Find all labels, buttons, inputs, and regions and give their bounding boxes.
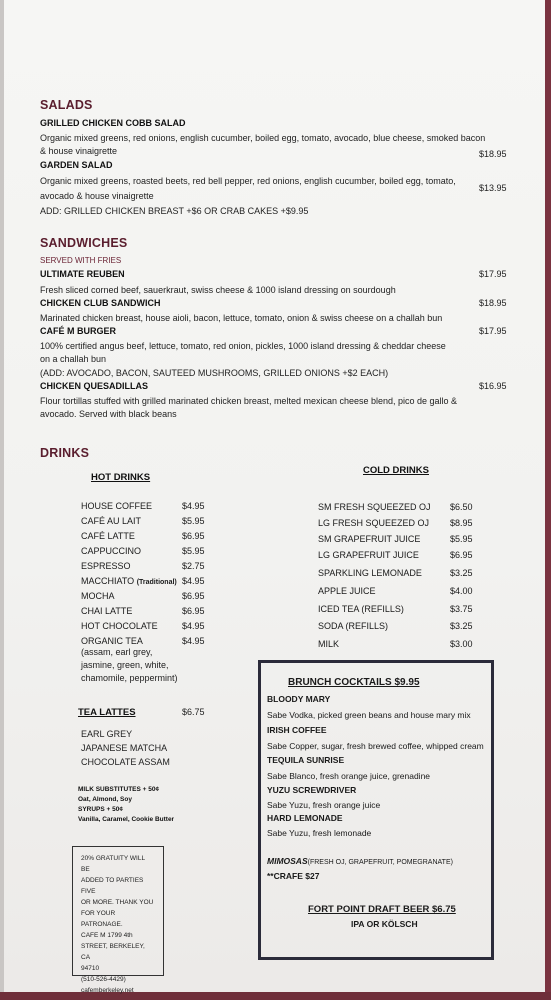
milk-options: Oat, Almond, Soy xyxy=(78,796,132,803)
cocktail-desc: Sabe Blanco, fresh orange juice, grenadine xyxy=(267,771,431,781)
item-desc: avocado & house vinaigrette xyxy=(40,191,154,201)
item-desc: & house vinaigrette xyxy=(40,146,118,156)
tea-lattes-heading: TEA LATTES xyxy=(78,707,136,718)
burger-add-ons: (ADD: AVOCADO, BACON, SAUTEED MUSHROOMS, GRILLED ONIONS +$2 EACH) xyxy=(40,368,389,378)
drink-name: ICED TEA (REFILLS) xyxy=(318,604,404,614)
item-desc: 100% certified angus beef, lettuce, tomato, red onion, pickles, 1000 island dressing & cheddar cheese xyxy=(40,341,446,351)
cold-drinks-heading: COLD DRINKS xyxy=(363,465,429,476)
drink-name: SODA (REFILLS) xyxy=(318,621,389,631)
item-price: $13.95 xyxy=(479,183,507,193)
drink-price: $5.95 xyxy=(182,516,205,526)
website: cafemberkeley.net xyxy=(81,987,134,994)
item-desc: Marinated chicken breast, house aioli, bacon, lettuce, tomato, onion & swiss cheese on a challah bun xyxy=(40,313,443,323)
item-desc: Flour tortillas stuffed with grilled marinated chicken breast, melted mexican cheese blend, pico de gallo & xyxy=(40,396,458,406)
item-price: $18.95 xyxy=(479,149,507,159)
cocktail-desc: Sabe Yuzu, fresh orange juice xyxy=(267,800,381,810)
tea-detail: (assam, earl grey, xyxy=(81,647,153,657)
drink-name: CAFÉ LATTE xyxy=(81,531,135,541)
item-desc: on a challah bun xyxy=(40,354,107,364)
gratuity-line: ADDED TO PARTIES FIVE xyxy=(81,877,144,895)
section-title-sandwiches: SANDWICHES xyxy=(40,236,128,250)
cocktail-name: TEQUILA SUNRISE xyxy=(267,755,345,765)
brunch-cocktails-box xyxy=(258,660,494,960)
drink-name: HOT CHOCOLATE xyxy=(81,621,158,631)
item-desc: avocado. Served with black beans xyxy=(40,409,177,419)
drink-name: APPLE JUICE xyxy=(318,586,376,596)
address-line: STREET, BERKELEY, CA xyxy=(81,943,145,961)
item-name: GRILLED CHICKEN COBB SALAD xyxy=(40,118,186,128)
drink-name: SM GRAPEFRUIT JUICE xyxy=(318,534,421,544)
section-title-drinks: DRINKS xyxy=(40,446,90,460)
mimosas-note: (FRESH OJ, GRAPEFRUIT, POMEGRANATE) xyxy=(307,859,453,866)
address-line: 94710 xyxy=(81,965,100,972)
item-desc: Organic mixed greens, red onions, english cucumber, boiled egg, tomato, avocado, blue cheese, smoked bacon xyxy=(40,133,486,143)
drink-price: $6.95 xyxy=(182,531,205,541)
address-line: CAFE M 1799 4th xyxy=(81,932,133,939)
drink-price: $4.95 xyxy=(182,501,205,511)
tea-latte-item: CHOCOLATE ASSAM xyxy=(81,757,170,767)
drink-name: ESPRESSO xyxy=(81,561,131,571)
tea-detail: jasmine, green, white, xyxy=(81,660,169,670)
tea-latte-item: JAPANESE MATCHA xyxy=(81,743,168,753)
cocktail-name: HARD LEMONADE xyxy=(267,813,343,823)
gratuity-line: FOR YOUR PATRONAGE. xyxy=(81,910,123,928)
cocktail-name: IRISH COFFEE xyxy=(267,725,327,735)
drink-price: $4.00 xyxy=(450,586,473,596)
drink-price: $5.95 xyxy=(182,546,205,556)
item-price: $18.95 xyxy=(479,298,507,308)
drink-name: HOUSE COFFEE xyxy=(81,501,153,511)
gratuity-line: 20% GRATUITY WILL BE xyxy=(81,855,145,873)
gratuity-box xyxy=(72,846,164,994)
phone-number: (510-526-4429) xyxy=(81,976,126,983)
drink-price: $6.95 xyxy=(182,606,205,616)
item-price: $17.95 xyxy=(479,326,507,336)
item-price: $17.95 xyxy=(479,269,507,279)
tea-latte-item: EARL GREY xyxy=(81,729,133,739)
drink-price: $3.00 xyxy=(450,639,473,649)
item-desc: Fresh sliced corned beef, sauerkraut, swiss cheese & 1000 island dressing on sourdough xyxy=(40,285,396,295)
drink-note: (Traditional) xyxy=(136,579,177,586)
drink-price: $4.95 xyxy=(182,636,205,646)
drink-price: $3.75 xyxy=(450,604,473,614)
syrups: SYRUPS + 50¢ xyxy=(78,806,123,813)
drink-name: LG FRESH SQUEEZED OJ xyxy=(318,518,430,528)
cocktail-desc: Sabe Copper, sugar, fresh brewed coffee, whipped cream xyxy=(267,741,484,751)
drink-price: $5.95 xyxy=(450,534,473,544)
tea-lattes-price: $6.75 xyxy=(182,707,205,717)
drink-name: SM FRESH SQUEEZED OJ xyxy=(318,502,431,512)
menu-cover-edge xyxy=(545,0,551,1000)
item-desc: Organic mixed greens, roasted beets, red bell pepper, red onions, english cucumber, boiled egg, tomato, xyxy=(40,176,456,186)
cocktail-desc: Sabe Yuzu, fresh lemonade xyxy=(267,828,372,838)
section-title-salads: SALADS xyxy=(40,98,93,112)
drink-name: MOCHA xyxy=(81,591,115,601)
drink-price: $4.95 xyxy=(182,576,205,586)
draft-beer-options: IPA OR KÖLSCH xyxy=(351,919,418,929)
item-name: CHICKEN CLUB SANDWICH xyxy=(40,298,161,308)
drink-name-group xyxy=(81,576,177,586)
drink-name: ORGANIC TEA xyxy=(81,636,143,646)
drink-name: MACCHIATO xyxy=(81,576,135,586)
brunch-title: BRUNCH COCKTAILS $9.95 xyxy=(288,677,420,688)
drink-name: CAPPUCCINO xyxy=(81,546,142,556)
drink-price: $4.95 xyxy=(182,621,205,631)
item-name: GARDEN SALAD xyxy=(40,160,113,170)
drink-price: $6.95 xyxy=(182,591,205,601)
crafe-price: **CRAFE $27 xyxy=(267,871,320,881)
item-price: $16.95 xyxy=(479,381,507,391)
mimosas-label: MIMOSAS xyxy=(267,856,308,866)
gratuity-line: OR MORE. THANK YOU xyxy=(81,899,154,906)
cocktail-desc: Sabe Vodka, picked green beans and house mary mix xyxy=(267,710,471,720)
drink-price: $6.95 xyxy=(450,550,473,560)
milk-substitutes: MILK SUBSTITUTES + 50¢ xyxy=(78,786,160,793)
item-name: CHICKEN QUESADILLAS xyxy=(40,381,149,391)
drink-price: $3.25 xyxy=(450,568,473,578)
drink-price: $8.95 xyxy=(450,518,473,528)
drink-price: $6.50 xyxy=(450,502,473,512)
drink-price: $3.25 xyxy=(450,621,473,631)
served-with-fries: SERVED WITH FRIES xyxy=(40,256,122,265)
hot-drinks-heading: HOT DRINKS xyxy=(91,472,151,483)
drink-name: CAFÉ AU LAIT xyxy=(81,516,142,526)
drink-name: CHAI LATTE xyxy=(81,606,133,616)
mimosas-line xyxy=(267,856,453,866)
drink-price: $2.75 xyxy=(182,561,205,571)
item-name: CAFÉ M BURGER xyxy=(40,326,116,336)
drink-name: LG GRAPEFRUIT JUICE xyxy=(318,550,419,560)
cocktail-name: BLOODY MARY xyxy=(267,694,331,704)
draft-beer-title: FORT POINT DRAFT BEER $6.75 xyxy=(308,904,456,915)
tea-detail: chamomile, peppermint) xyxy=(81,673,178,683)
drink-name: MILK xyxy=(318,639,340,649)
syrup-options: Vanilla, Caramel, Cookie Butter xyxy=(78,816,175,823)
drink-name: SPARKLING LEMONADE xyxy=(318,568,422,578)
salad-add-ons: ADD: GRILLED CHICKEN BREAST +$6 OR CRAB CAKES +$9.95 xyxy=(40,206,309,216)
item-name: ULTIMATE REUBEN xyxy=(40,269,125,279)
cocktail-name: YUZU SCREWDRIVER xyxy=(267,785,357,795)
